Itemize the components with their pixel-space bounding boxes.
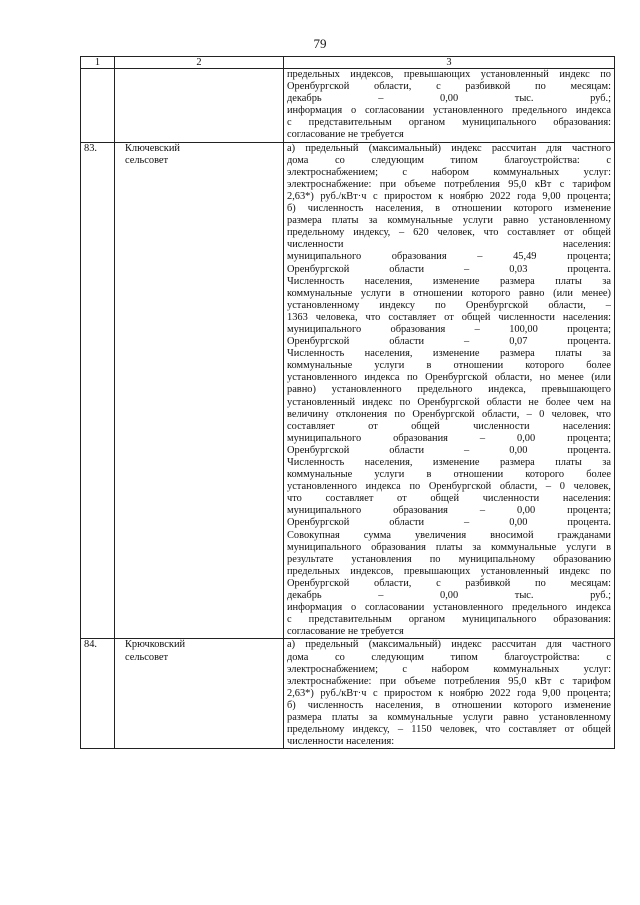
municipality-name-line: сельсовет [125, 154, 169, 166]
description-line: результате установления по муниципальному образованию [287, 553, 611, 565]
description-line: декабрь – 0,00 тыс. руб.; [287, 590, 611, 602]
description-line: Численность населения, изменение размера платы за [287, 348, 611, 360]
description-line: б) численность населения, в отношении которого изменение [287, 203, 611, 215]
description-line: декабрь – 0,00 тыс. руб.; [287, 93, 611, 105]
header-col-3: 3 [284, 57, 615, 69]
description-line: коммунальные услуги в отношении которого равно (или менее) [287, 287, 611, 299]
description-line: Оренбургской области – 0,07 процента. [287, 336, 611, 348]
table-header-row [81, 57, 615, 69]
description-line: муниципального образования платы за коммунальные услуги в [287, 541, 611, 553]
description-line: Оренбургской области – 0,00 процента. [287, 444, 611, 456]
description-line: электроснабжение: при объеме потребления 95,0 кВт с тарифом [287, 675, 611, 687]
index-description [284, 142, 615, 639]
description-line: информация о согласовании установленного предельного индекса [287, 602, 611, 614]
description-line: предельных индексов, превышающих установленный индекс по [287, 565, 611, 577]
description-line: предельному индексу, – 620 человек, что составляет от общей [287, 227, 611, 239]
description-line: 2,63*) руб./кВт·ч с приростом к ноябрю 2022 года 9,00 процента; [287, 687, 611, 699]
description-line: Численность населения, изменение размера платы за [287, 275, 611, 287]
municipality-name-line: Ключевский [125, 142, 180, 154]
description-line: а) предельный (максимальный) индекс рассчитан для частного [287, 639, 611, 651]
municipality-name-line: Крючковский [125, 639, 186, 651]
description-line: равно) установленного предельного индекса, превышающего [287, 384, 611, 396]
description-line: предельному индексу, – 1150 человек, что составляет от общей [287, 724, 611, 736]
description-line: согласование не требуется [287, 626, 404, 638]
description-line: составляет от общей численности населения: [287, 420, 611, 432]
description-line: дома со следующим типом благоустройства: с [287, 651, 611, 663]
description-line: дома со следующим типом благоустройства: с [287, 154, 611, 166]
description-line: установленного индекса по Оренбургской области, – 0 человек, [287, 481, 611, 493]
description-line: величину отклонения по Оренбургской области, – 0 человек, что [287, 408, 611, 420]
table-row [81, 69, 615, 143]
municipality-name-line: сельсовет [125, 651, 169, 663]
description-line: коммунальные услуги в отношении которого более [287, 360, 611, 372]
description-line: Численность населения, изменение размера платы за [287, 457, 611, 468]
description-line: муниципального образования – 0,00 процента; [287, 432, 611, 444]
header-col-1: 1 [81, 57, 115, 69]
description-line: численности населения: [287, 239, 611, 251]
description-line: согласование не требуется [287, 129, 404, 141]
description-line: Оренбургской области, с разбивкой по месяцам: [287, 81, 611, 93]
row-number: 83. [81, 142, 115, 639]
description-line: Совокупная сумма увеличения вносимой гражданами [287, 529, 611, 541]
row-number [81, 69, 115, 143]
description-line: установленному индексу по Оренбургской области, – [287, 299, 611, 311]
description-line: установленного индекса по Оренбургской области, но менее (или [287, 372, 611, 384]
description-line: что составляет от общей численности населения: [287, 493, 611, 505]
municipality-name [115, 69, 284, 143]
description-line: Оренбургской области – 0,00 процента. [287, 517, 611, 529]
description-line: Оренбургской области, с разбивкой по месяцам: [287, 577, 611, 589]
description-line: с представительным органом муниципального образования: [287, 614, 611, 626]
description-line: размера платы за коммунальные услуги равно установленному [287, 215, 611, 227]
description-line: численности населения: [287, 736, 395, 748]
municipal-index-table [80, 56, 615, 749]
description-line: электроснабжением; с набором коммунальных услуг: [287, 663, 611, 675]
description-line: установленный индекс по Оренбургской области не более чем на [287, 396, 611, 408]
description-line: электроснабжением; с набором коммунальных услуг: [287, 166, 611, 178]
description-line: с представительным органом муниципального образования: [287, 117, 611, 129]
table-row [81, 142, 615, 639]
description-line: коммунальные услуги в отношении которого более [287, 469, 611, 481]
description-line: 2,63*) руб./кВт·ч с приростом к ноябрю 2022 года 9,00 процента; [287, 190, 611, 202]
description-line: муниципального образования – 45,49 процента; [287, 251, 611, 263]
page-number: 79 [313, 36, 327, 51]
municipality-name [115, 639, 284, 749]
description-line: информация о согласовании установленного предельного индекса [287, 105, 611, 117]
description-line: б) численность населения, в отношении которого изменение [287, 699, 611, 711]
description-line: а) предельный (максимальный) индекс рассчитан для частного [287, 142, 611, 154]
description-line: Оренбургской области – 0,03 процента. [287, 263, 611, 275]
description-line: 1363 человека, что составляет от общей численности населения: [287, 311, 611, 323]
description-line: размера платы за коммунальные услуги равно установленному [287, 711, 611, 723]
table-row [81, 639, 615, 749]
index-description [284, 639, 615, 749]
description-line: муниципального образования – 100,00 процента; [287, 323, 611, 335]
description-line: электроснабжение: при объеме потребления 95,0 кВт с тарифом [287, 178, 611, 190]
row-number: 84. [81, 639, 115, 749]
description-line: муниципального образования – 0,00 процента; [287, 505, 611, 517]
header-col-2: 2 [115, 57, 284, 69]
description-line: предельных индексов, превышающих установленный индекс по [287, 69, 611, 80]
municipality-name [115, 142, 284, 639]
index-description [284, 69, 615, 143]
